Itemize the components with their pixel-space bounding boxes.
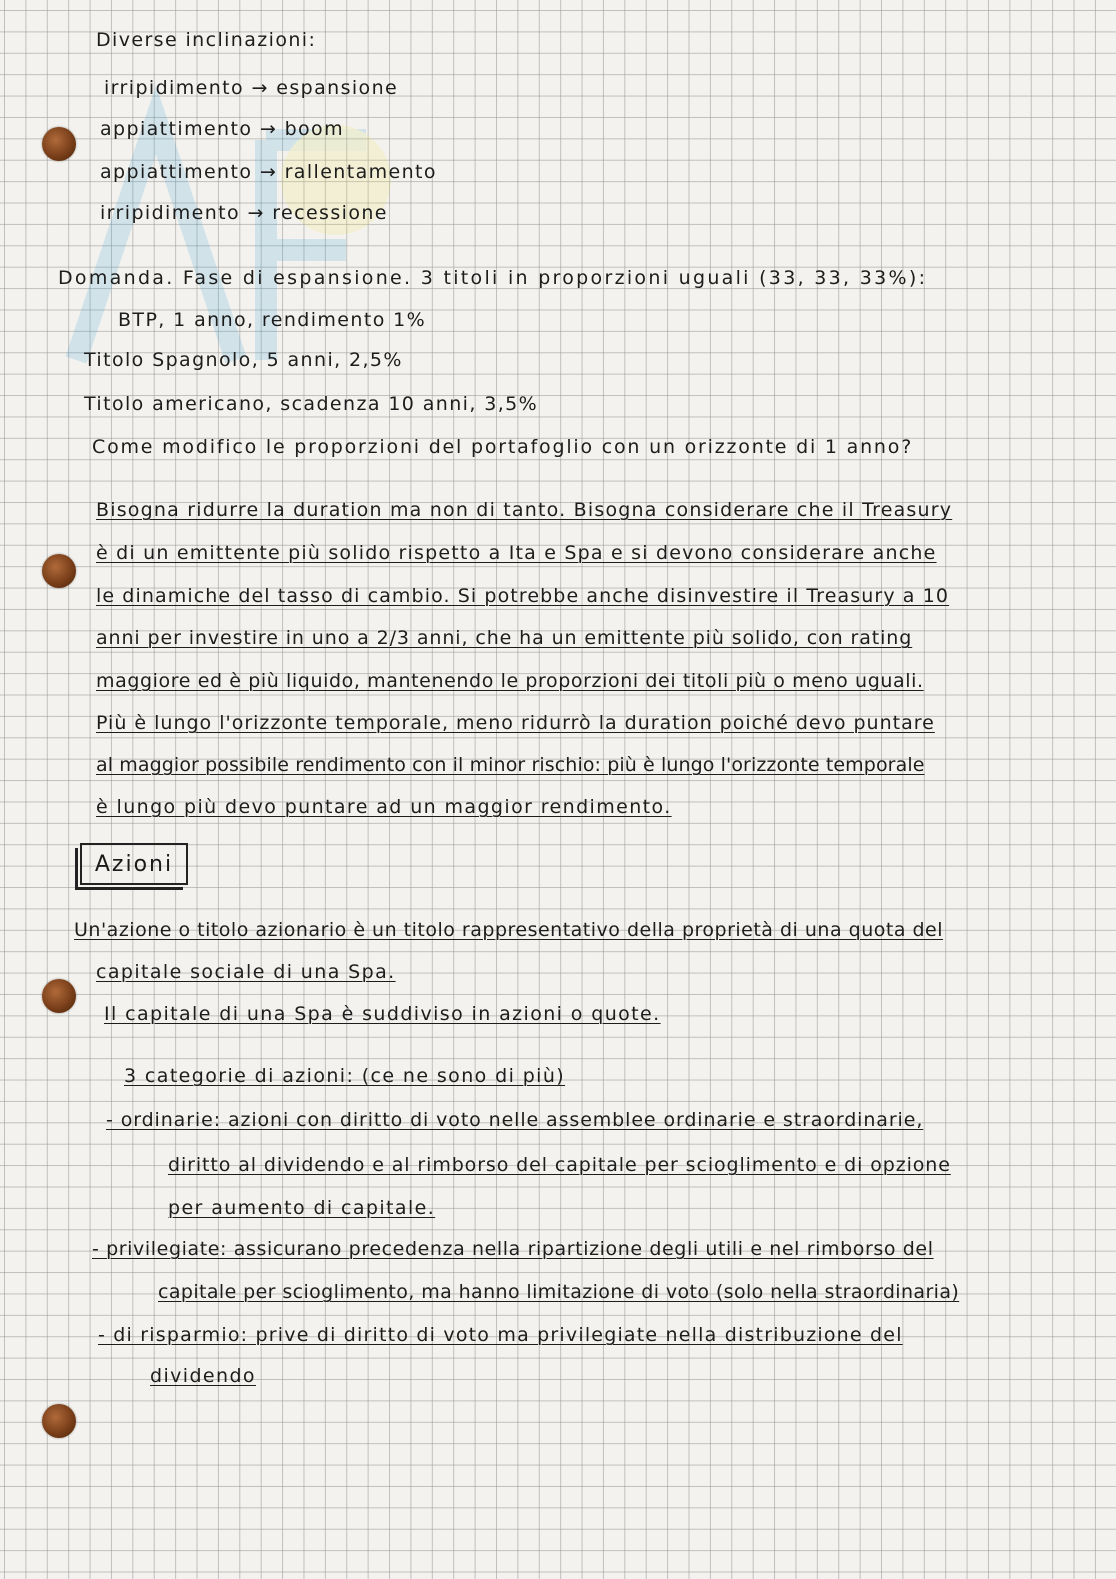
text-line: dividendo xyxy=(150,1365,256,1387)
text-line: anni per investire in uno a 2/3 anni, che ha un emittente più solido, con rating xyxy=(96,627,913,649)
binder-hole xyxy=(42,1404,76,1438)
text-line: Un'azione o titolo azionario è un titolo rappresentativo della proprietà di una quota del xyxy=(74,919,944,941)
text-line: - ordinarie: azioni con diritto di voto nelle assemblee ordinarie e straordinarie, xyxy=(106,1109,924,1131)
text-line: irripidimento → recessione xyxy=(100,202,388,224)
binder-hole xyxy=(42,554,76,588)
binder-hole xyxy=(42,127,76,161)
section-heading-box xyxy=(80,843,188,885)
text-line: Titolo Spagnolo, 5 anni, 2,5% xyxy=(84,349,403,371)
text-line: è di un emittente più solido rispetto a Ita e Spa e si devono considerare anche xyxy=(96,542,937,564)
text-line: Il capitale di una Spa è suddiviso in azioni o quote. xyxy=(104,1003,661,1025)
text-line: appiattimento → boom xyxy=(100,118,344,140)
text-line: Domanda. Fase di espansione. 3 titoli in proporzioni uguali (33, 33, 33%): xyxy=(58,267,928,289)
text-line: appiattimento → rallentamento xyxy=(100,161,437,183)
text-line: per aumento di capitale. xyxy=(168,1197,436,1219)
text-line: capitale per scioglimento, ma hanno limitazione di voto (solo nella straordinaria) xyxy=(158,1281,960,1303)
text-line: BTP, 1 anno, rendimento 1% xyxy=(118,309,427,331)
text-line: maggiore ed è più liquido, mantenendo le proporzioni dei titoli più o meno uguali. xyxy=(96,670,924,692)
text-line: al maggior possibile rendimento con il minor rischio: più è lungo l'orizzonte temporale xyxy=(96,754,925,776)
text-line: irripidimento → espansione xyxy=(104,77,399,99)
text-line: Come modifico le proporzioni del portafoglio con un orizzonte di 1 anno? xyxy=(92,436,914,458)
text-line: Più è lungo l'orizzonte temporale, meno ridurrò la duration poiché devo puntare xyxy=(96,712,935,734)
text-line: Titolo americano, scadenza 10 anni, 3,5% xyxy=(84,393,539,415)
text-line: - di risparmio: prive di diritto di voto ma privilegiate nella distribuzione del xyxy=(98,1324,903,1346)
section-heading: Azioni xyxy=(94,851,174,877)
text-line: Bisogna ridurre la duration ma non di tanto. Bisogna considerare che il Treasury xyxy=(96,499,953,521)
text-line: 3 categorie di azioni: (ce ne sono di più) xyxy=(124,1065,566,1087)
text-line: le dinamiche del tasso di cambio. Si potrebbe anche disinvestire il Treasury a 10 xyxy=(96,585,950,607)
text-line: - privilegiate: assicurano precedenza nella ripartizione degli utili e nel rimborso del xyxy=(92,1238,934,1260)
text-line: diritto al dividendo e al rimborso del capitale per scioglimento e di opzione xyxy=(168,1154,951,1176)
binder-hole xyxy=(42,979,76,1013)
text-line: è lungo più devo puntare ad un maggior rendimento. xyxy=(96,796,672,818)
text-line: Diverse inclinazioni: xyxy=(96,29,317,51)
text-line: capitale sociale di una Spa. xyxy=(96,961,396,983)
